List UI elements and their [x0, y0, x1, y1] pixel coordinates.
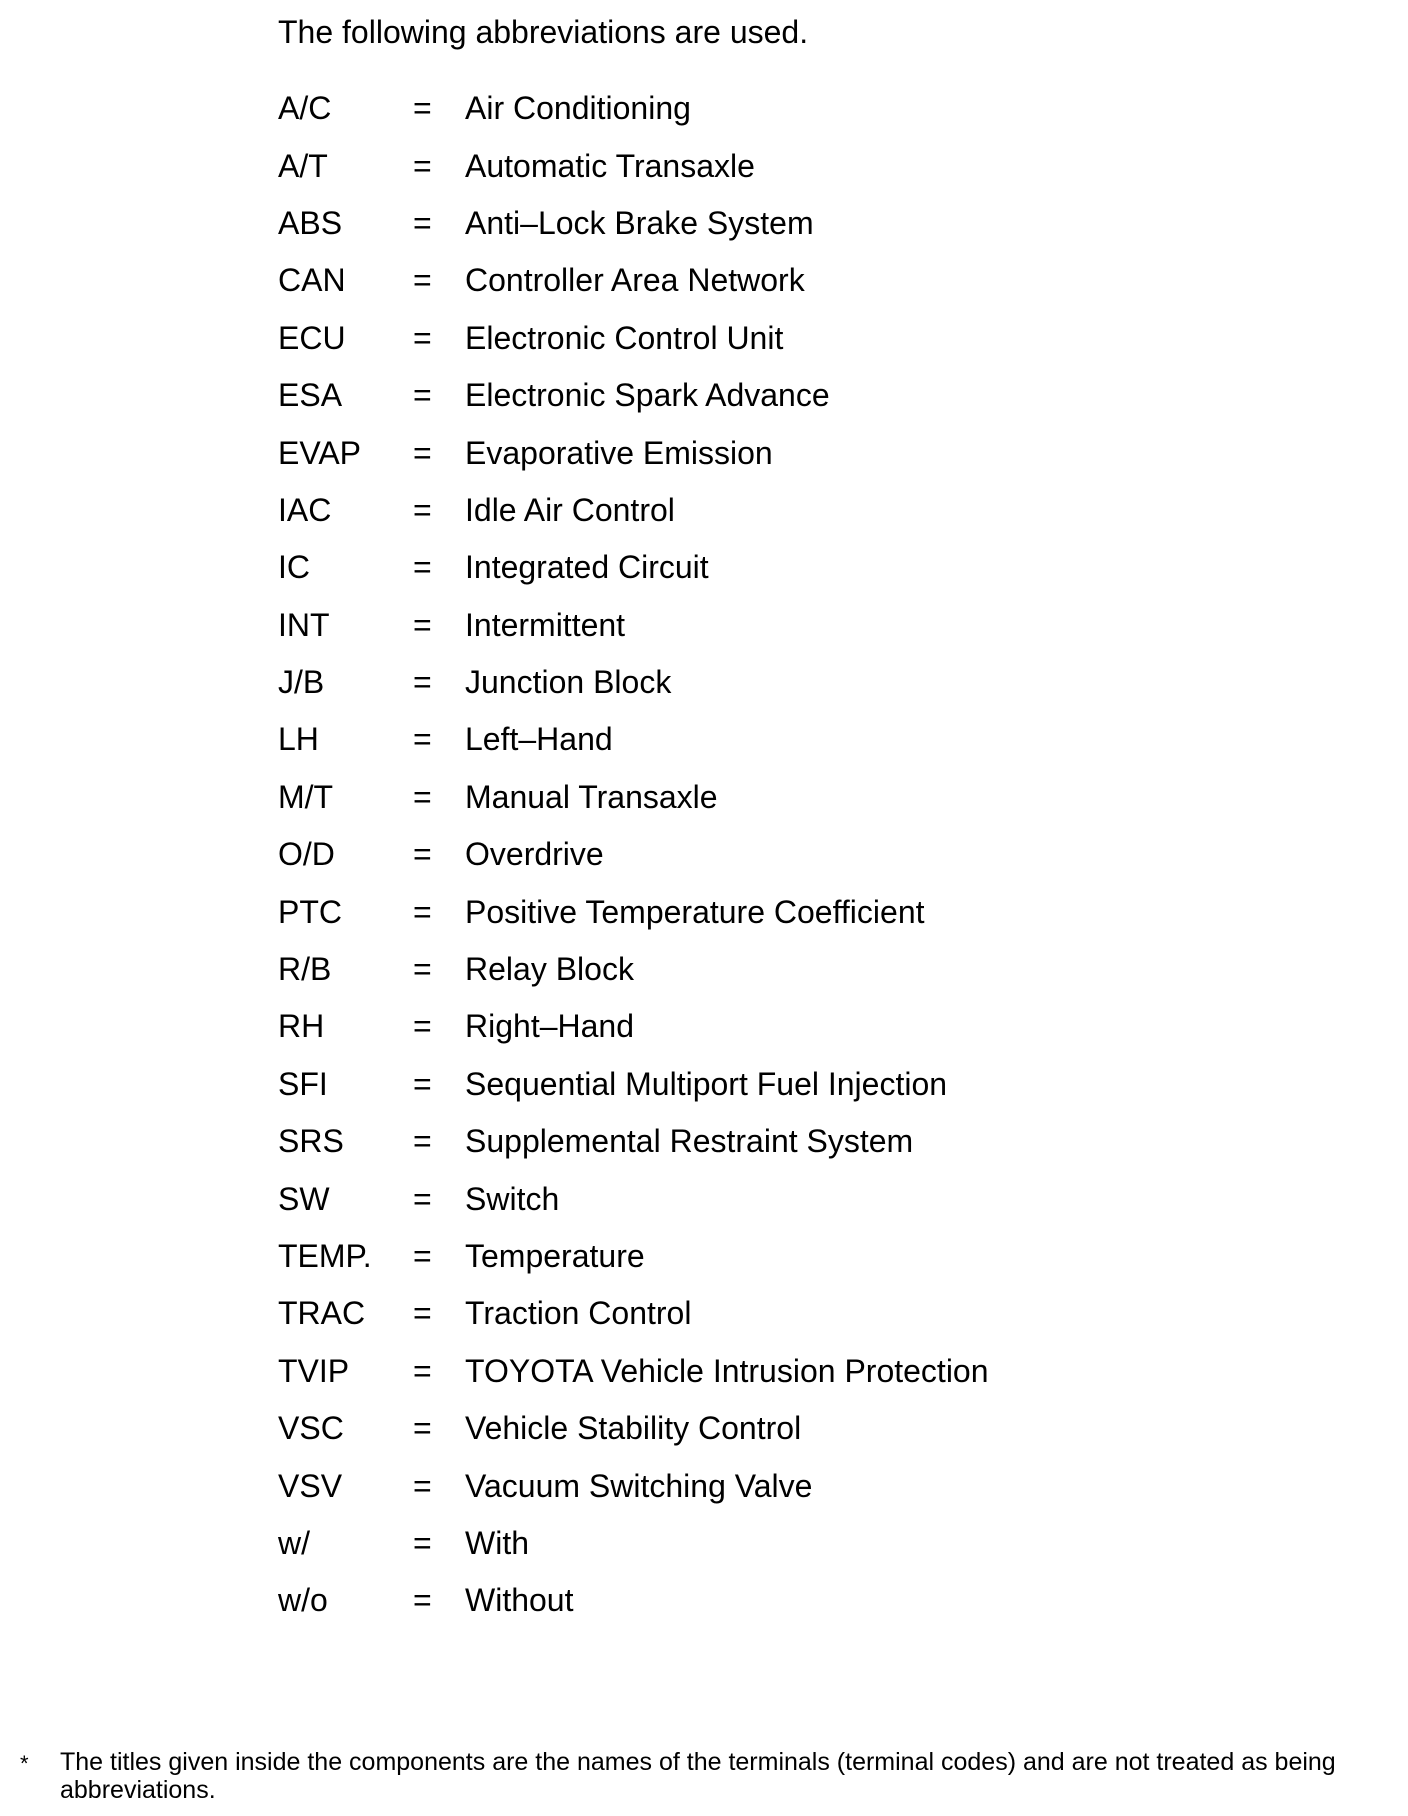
equals-sign: =	[413, 893, 432, 930]
abbreviation-row	[278, 539, 989, 596]
equals-sign: =	[413, 491, 432, 528]
abbreviation-term: SW	[278, 1180, 330, 1217]
abbreviation-definition: Evaporative Emission	[465, 434, 773, 471]
abbreviation-term: INT	[278, 606, 330, 643]
abbreviation-definition: Temperature	[465, 1238, 645, 1274]
abbreviation-row	[278, 826, 989, 883]
abbreviation-term: w/	[278, 1524, 310, 1561]
abbreviation-row	[278, 1056, 989, 1113]
abbreviation-term: VSV	[278, 1467, 343, 1504]
equals-sign: =	[413, 434, 432, 471]
abbreviation-row	[278, 654, 989, 711]
footnote-asterisk: *	[20, 1751, 29, 1776]
abbreviation-term: EVAP	[278, 434, 361, 471]
equals-sign: =	[413, 951, 432, 988]
abbreviation-definition: Traction Control	[465, 1295, 692, 1332]
abbreviation-row	[278, 769, 989, 826]
abbreviation-row	[278, 310, 989, 367]
footnote-text: The titles given inside the components are the names of the terminals (terminal codes) and are not treated as being abbreviations.	[60, 1748, 1336, 1804]
abbreviation-term: TEMP.	[278, 1238, 372, 1274]
equals-sign: =	[413, 664, 432, 701]
abbreviation-definition: Sequential Multiport Fuel Injection	[465, 1065, 948, 1102]
equals-sign: =	[413, 90, 432, 127]
abbreviation-term: ESA	[278, 377, 343, 414]
abbreviation-row	[278, 1457, 989, 1514]
footnote	[20, 1748, 1395, 1804]
abbreviation-definition: Electronic Control Unit	[465, 319, 784, 356]
abbreviation-definition: With	[465, 1524, 529, 1561]
abbreviation-definition: Automatic Transaxle	[465, 147, 755, 184]
abbreviation-term: VSC	[278, 1410, 344, 1447]
abbreviation-definition: Supplemental Restraint System	[465, 1123, 914, 1160]
equals-sign: =	[413, 1295, 432, 1332]
abbreviation-term: M/T	[278, 778, 334, 815]
abbreviation-term: A/T	[278, 147, 328, 184]
abbreviation-row	[278, 1170, 989, 1227]
abbreviation-definition: Integrated Circuit	[465, 549, 709, 586]
abbreviation-term: J/B	[278, 664, 325, 701]
abbreviation-definition: Controller Area Network	[465, 262, 805, 299]
equals-sign: =	[413, 319, 432, 356]
abbreviation-term: TVIP	[278, 1352, 350, 1389]
abbreviation-term: SFI	[278, 1065, 328, 1102]
abbreviation-row	[278, 1113, 989, 1170]
abbreviation-definition: Junction Block	[465, 664, 672, 701]
abbreviation-definition: Positive Temperature Coefficient	[465, 893, 925, 930]
abbreviation-definition: Relay Block	[465, 951, 634, 988]
abbreviation-definition: Overdrive	[465, 836, 604, 873]
equals-sign: =	[413, 1524, 432, 1561]
abbreviation-definition: Air Conditioning	[465, 90, 691, 127]
abbreviation-term: IC	[278, 549, 310, 586]
abbreviation-row	[278, 252, 989, 309]
equals-sign: =	[413, 1467, 432, 1504]
abbreviation-term: O/D	[278, 836, 335, 873]
abbreviation-row	[278, 424, 989, 481]
equals-sign: =	[413, 1065, 432, 1102]
equals-sign: =	[413, 377, 432, 414]
abbreviation-row	[278, 941, 989, 998]
equals-sign: =	[413, 1008, 432, 1045]
abbreviation-definition: Left–Hand	[465, 721, 613, 758]
equals-sign: =	[413, 147, 432, 184]
abbreviation-definition: Manual Transaxle	[465, 778, 718, 815]
intro-text: The following abbreviations are used.	[278, 14, 809, 50]
equals-sign: =	[413, 778, 432, 815]
abbreviation-definition: Idle Air Control	[465, 491, 675, 528]
abbreviation-row	[278, 482, 989, 539]
abbreviation-row	[278, 597, 989, 654]
abbreviation-term: TRAC	[278, 1295, 366, 1332]
abbreviation-row	[278, 137, 989, 194]
equals-sign: =	[413, 262, 432, 299]
abbreviation-term: w/o	[278, 1582, 328, 1619]
abbreviation-row	[278, 1343, 989, 1400]
equals-sign: =	[413, 1180, 432, 1217]
abbreviation-row	[278, 1400, 989, 1457]
abbreviation-term: ECU	[278, 319, 346, 356]
equals-sign: =	[413, 549, 432, 586]
abbreviation-row	[278, 711, 989, 768]
abbreviation-term: SRS	[278, 1123, 344, 1160]
equals-sign: =	[413, 1123, 432, 1160]
equals-sign: =	[413, 1238, 432, 1274]
abbreviation-definition: Intermittent	[465, 606, 626, 643]
abbreviation-definition: Vacuum Switching Valve	[465, 1467, 813, 1504]
abbreviation-row	[278, 1515, 989, 1572]
abbreviation-term: IAC	[278, 491, 332, 528]
equals-sign: =	[413, 1582, 432, 1619]
abbreviation-row	[278, 367, 989, 424]
abbreviation-definition: Electronic Spark Advance	[465, 377, 830, 414]
abbreviation-term: CAN	[278, 262, 346, 299]
abbreviation-definition: Without	[465, 1582, 574, 1619]
abbreviation-row	[278, 883, 989, 940]
abbreviation-term: A/C	[278, 90, 332, 127]
abbreviation-term: PTC	[278, 893, 342, 930]
equals-sign: =	[413, 606, 432, 643]
abbreviation-definition: Switch	[465, 1180, 560, 1217]
abbreviation-row	[278, 80, 989, 137]
abbreviation-term: RH	[278, 1008, 325, 1045]
abbreviation-row	[278, 195, 989, 252]
equals-sign: =	[413, 721, 432, 758]
abbreviation-definition: Anti–Lock Brake System	[465, 204, 814, 241]
abbreviation-term: R/B	[278, 951, 332, 988]
abbreviation-row	[278, 998, 989, 1055]
equals-sign: =	[413, 836, 432, 873]
abbreviation-list	[278, 80, 989, 1630]
abbreviation-term: LH	[278, 721, 319, 758]
abbreviation-definition: TOYOTA Vehicle Intrusion Protection	[465, 1352, 989, 1389]
equals-sign: =	[413, 1410, 432, 1447]
abbreviation-definition: Right–Hand	[465, 1008, 634, 1045]
equals-sign: =	[413, 1352, 432, 1389]
abbreviation-definition: Vehicle Stability Control	[465, 1410, 802, 1447]
abbreviation-row	[278, 1572, 989, 1629]
abbreviation-row	[278, 1285, 989, 1342]
abbreviation-row	[278, 1228, 989, 1285]
equals-sign: =	[413, 204, 432, 241]
abbreviation-term: ABS	[278, 204, 343, 241]
